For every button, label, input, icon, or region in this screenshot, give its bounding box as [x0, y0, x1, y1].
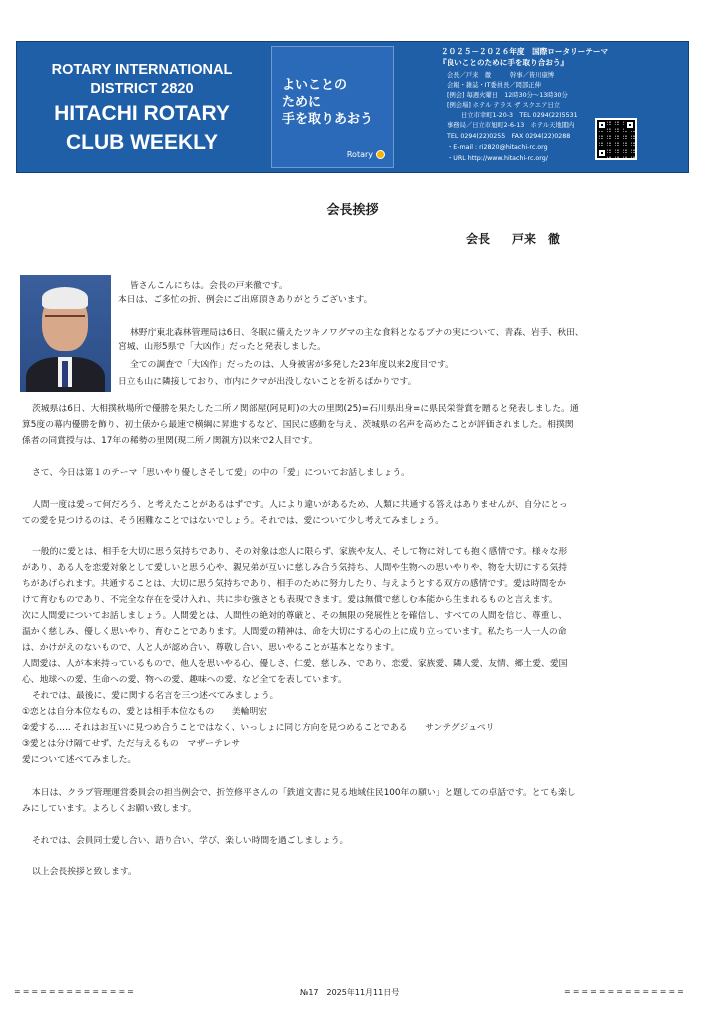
body-text: ての愛を見つけるのは、そう困難なことではないでしょう。それでは、愛について少し考えてみましょう。	[22, 516, 445, 526]
body-text: 茨城県は6日、大相撲秋場所で優勝を果たした二所ノ関部屋(阿見町)の大の里関(25)=石川県出身=に県民栄誉賞を贈ると発表しました。通	[32, 404, 579, 414]
info-line: [例会場] ホテル テラス ザ スクエア日立	[447, 102, 561, 109]
president-byline	[466, 230, 560, 247]
body-text: みにしています。よろしくお願い致します。	[22, 804, 197, 814]
info-line: ２０２５－２０２６年度 国際ロータリーテーマ	[441, 47, 609, 56]
photo-tie	[62, 361, 68, 387]
body-text: 算5度の幕内優勝を飾り、初土俵から最速で横綱に昇進するなど、国民に感動を与え、茨城県の名声を高めたことが評価されました。相撲関	[22, 420, 574, 430]
info-line: ・URL http://www.hitachi-rc.org/	[447, 155, 548, 162]
info-line: [例会] 毎週火曜日 12時30分～13時30分	[447, 92, 568, 99]
rotary-wheel-icon	[376, 150, 385, 159]
qr-finder	[597, 120, 607, 130]
banner-line: DISTRICT 2820	[90, 81, 194, 97]
info-line: ・E-mail : ri2820@hitachi-rc.org	[447, 144, 548, 151]
body-text: 係者の同賞授与は、17年の稀勢の里関(現二所ノ関親方)以来で2人目です。	[22, 436, 318, 446]
body-text: 一般的に愛とは、相手を大切に思う気持ちであり、その対象は恋人に限らず、家族や友人、そして物に対しても抱く感情です。様々な形	[32, 547, 568, 557]
body-text: 本日は、クラブ管理運営委員会の担当例会で、折笠修平さんの「鉄道文書に見る地域住民100年の願い」と題しての卓話です。とても楽し	[32, 788, 576, 798]
slogan-line: よいことの	[282, 78, 348, 93]
body-text: 温かく慈しみ、優しく思いやり、育むことであります。人間愛の精神は、命を大切にする心の上に成り立っています。私たち一人一人の命	[22, 627, 567, 637]
body-text: それでは、最後に、愛に関する名言を三つ述べてみましょう。	[32, 691, 279, 701]
body-text: ①恋とは自分本位なもの、愛とは相手本位なもの 美輪明宏	[22, 707, 268, 717]
info-line: 会長／戸来 徹 幹事／皆川康博	[447, 72, 555, 79]
slogan-line: ために	[282, 95, 322, 110]
body-text: ③愛とは分け隔てせず、ただ与えるもの マザーテレサ	[22, 739, 241, 749]
body-text: 本日は、ご多忙の折、例会にご出席頂きありがとうございます。	[118, 295, 373, 305]
info-line: 『良いことのために手を取り合おう』	[439, 58, 569, 67]
header-banner	[16, 41, 689, 173]
president-name: 戸来 徹	[512, 232, 561, 246]
photo-glasses	[45, 315, 85, 325]
club-info-block	[401, 42, 689, 172]
body-text: それでは、会員同士愛し合い、語り合い、学び、楽しい時間を過ごしましょう。	[32, 836, 349, 846]
body-text: さて、今日は第１のテーマ「思いやり優しさそして愛」の中の「愛」についてお話しましょう。	[32, 468, 410, 478]
photo-hair	[42, 287, 88, 309]
body-text: 林野庁東北森林管理局は6日、冬眠に備えたツキノワグマの主な食料となるブナの実について、青森、岩手、秋田、	[130, 328, 584, 338]
body-text: けて育むものであり、不完全な存在を受け入れ、共に歩む強さとも表現できます。愛は無償で慈しむ本能から生まれるものと言えます。	[22, 595, 558, 605]
banner-line: CLUB WEEKLY	[65, 131, 219, 154]
body-text: は、かけがえのないもので、人と人が認め合い、尊敬し合い、思いやることが基本となります。	[22, 643, 400, 653]
body-text: 日立も山に隣接しており、市内にクマが出没しないことを祈るばかりです。	[118, 377, 417, 387]
issue-number-date: №17 2025年11月11日号	[300, 988, 400, 997]
body-text: 全ての調査で「大凶作」だったのは、人身被害が多発した23年度以来2度目です。	[130, 360, 454, 370]
body-text: 宮城、山形5県で「大凶作」だったと発表しました。	[118, 342, 326, 352]
rotary-logo	[347, 150, 385, 159]
page-title: 会長挨拶	[326, 203, 379, 218]
info-line: TEL 0294(22)0255 FAX 0294(22)0288	[447, 133, 571, 140]
club-name-block	[17, 42, 267, 172]
qr-finder	[597, 148, 607, 158]
body-text: 人間一度は愛って何だろう、と考えたことがあるはずです。人により違いがあるため、人類に共通する答えはありませんが、自分にとっ	[32, 500, 568, 510]
footer-divider-left: ==============	[14, 987, 136, 996]
body-text: ちがあげられます。共通することは、大切に思う気持ちであり、相手のために努力したり、与えようとする双方の感情です。愛は時間をか	[22, 579, 566, 589]
slogan	[282, 77, 373, 128]
banner-line: HITACHI ROTARY	[54, 102, 230, 125]
body-text: があり、ある人を恋愛対象として愛しいと思う心や、親兄弟が互いに慈しみ合う気持ち、人間や生物への思いやりや、物を大切にする気持	[22, 563, 568, 573]
body-text: 心、地球への愛、生命への愛、物への愛、趣味への愛、など全てを表しています。	[22, 675, 347, 685]
president-photo	[20, 275, 111, 392]
qr-code[interactable]	[595, 118, 637, 160]
body-text: ②愛する….. それはお互いに見つめ合うことではなく、いっしょに同じ方向を見つめることである サンテグジュペリ	[22, 723, 495, 733]
qr-finder	[625, 120, 635, 130]
president-role: 会長	[466, 232, 491, 246]
body-text: 愛について述べてみました。	[22, 755, 137, 765]
body-text: 皆さんこんにちは。会長の戸来徹です。	[130, 281, 288, 291]
rotary-logo-text: Rotary	[346, 150, 373, 159]
body-text: 次に人間愛についてお話しましょう。人間愛とは、人間性の絶対的尊厳と、その無限の発展性とを確信し、すべての人間を信じ、尊重し、	[22, 611, 568, 621]
slogan-line: 手を取りあおう	[282, 112, 374, 127]
theme-slogan-box	[271, 46, 394, 168]
body-text: 以上会長挨拶と致します。	[32, 867, 137, 877]
body-text: 人間愛は、人が本来持っているもので、他人を思いやる心、優しさ、仁愛、慈しみ、であり、恋愛、家族愛、隣人愛、友情、郷土愛、愛国	[22, 659, 568, 669]
footer-divider-right: ==============	[564, 987, 686, 996]
banner-line: ROTARY INTERNATIONAL	[51, 62, 233, 78]
info-line: 事務局／日立市旭町2-6-13 ホテル天地閣内	[447, 122, 575, 129]
info-line: 日立市幸町1-20-3 TEL 0294(22)5531	[461, 112, 578, 119]
info-line: 会報・雑誌・IT委員長／岡部正伸	[447, 82, 541, 89]
